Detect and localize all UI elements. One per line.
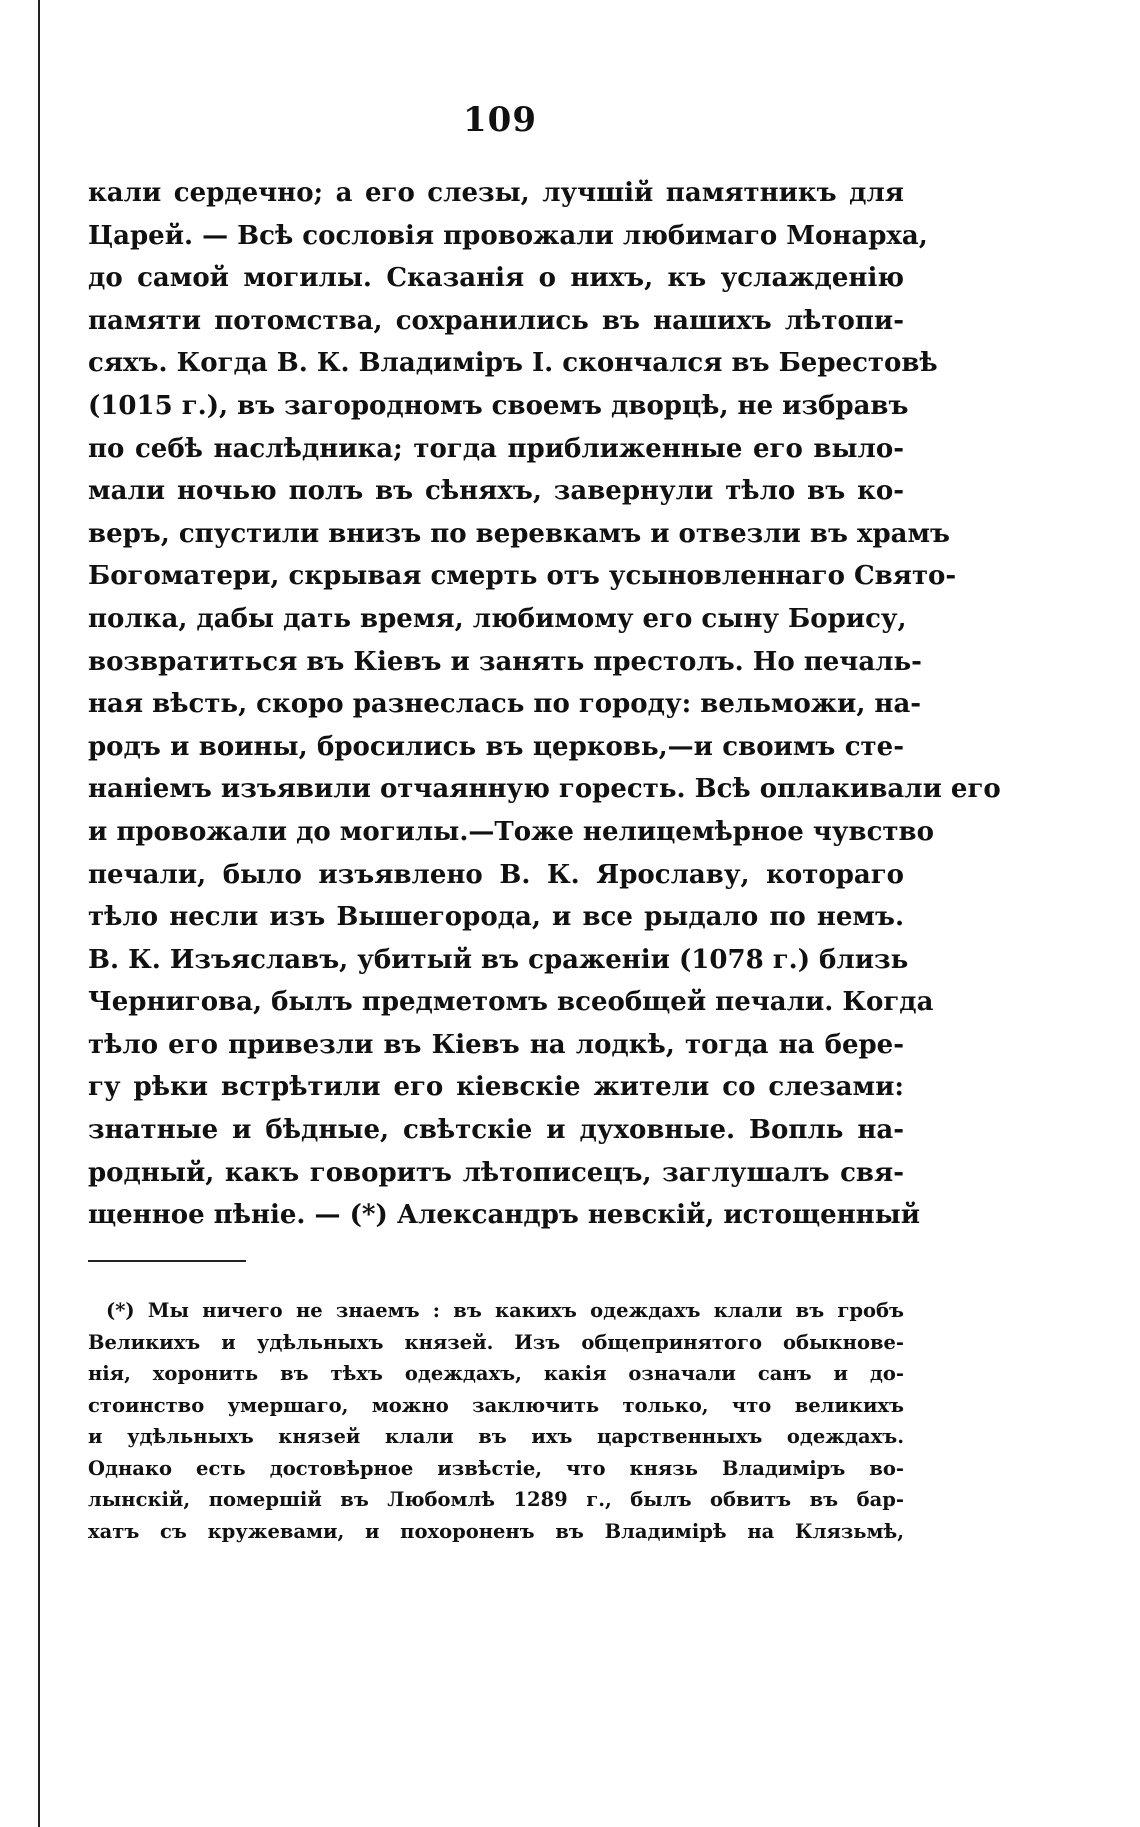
text-line: тѣло несли изъ Вышегорода, и все рыдало по немъ. (88, 902, 904, 933)
text-line: сяхъ. Когда В. К. Владиміръ I. скончался въ Берестовѣ (88, 348, 938, 379)
text-line: по себѣ наслѣдника; тогда приближенные его выло- (88, 433, 904, 464)
text-line: Богоматери, скрывая смерть отъ усыновленнаго Свято- (88, 561, 957, 592)
text-line: кали сердечно; а его слезы, лучшій памятникъ для (88, 178, 904, 208)
text-line: возвратиться въ Кіевъ и занять престолъ. Но печаль- (88, 646, 922, 677)
text-line: (1015 г.), въ загородномъ своемъ дворцѣ, не избравъ (88, 390, 909, 421)
page-edge-line (38, 0, 40, 1827)
text-line: щенное пѣніе. — (*) Александръ невскій, истощенный (88, 1200, 921, 1231)
footnote-line: стоинство умершаго, можно заключить только, что великихъ (88, 1393, 904, 1417)
text-line: печали, было изъявлено В. К. Ярославу, котораго (88, 859, 904, 890)
text-line: родъ и воины, бросились въ церковь,—и своимъ сте- (88, 731, 904, 762)
footnote-line: Однако есть достовѣрное извѣстіе, что князь Владиміръ во- (88, 1456, 904, 1480)
footnote-line: лынскій, помершій въ Любомлѣ 1289 г., былъ обвитъ въ бар- (88, 1488, 904, 1511)
footnote-line: (*) Мы ничего не знаемъ : въ какихъ одеждахъ клали въ гробъ (106, 1299, 904, 1322)
footnote-divider (88, 1260, 246, 1262)
text-line: веръ, спустили внизъ по веревкамъ и отвезли въ храмъ (88, 518, 950, 549)
text-line: памяти потомства, сохранились въ нашихъ лѣтопи- (88, 305, 904, 336)
text-line: В. К. Изъяславъ, убитый въ сраженіи (1078 г.) близь (88, 944, 909, 975)
footnote-line: нія, хоронить въ тѣхъ одеждахъ, какія означали санъ и до- (88, 1362, 904, 1385)
text-line: ная вѣсть, скоро разнеслась по городу: вельможи, на- (88, 689, 922, 720)
text-line: наніемъ изъявили отчаянную горесть. Всѣ оплакивали его (88, 774, 1001, 805)
footnote-line: хатъ съ кружевами, и похороненъ въ Владимірѣ на Клязьмѣ, (88, 1519, 904, 1543)
page-number: 109 (463, 100, 537, 140)
text-line: Царей. — Всѣ сословія провожали любимаго Монарха, (88, 220, 928, 251)
main-text (88, 172, 1001, 1237)
text-line: знатные и бѣдные, свѣтскіе и духовные. Вопль на- (88, 1115, 904, 1146)
text-line: тѣло его привезли въ Кіевъ на лодкѣ, тогда на бере- (88, 1029, 904, 1060)
text-line: гу рѣки встрѣтили его кіевскіе жители со слезами: (88, 1072, 904, 1103)
footnote-line: Великихъ и удѣльныхъ князей. Изъ общепринятого обыкнове- (88, 1330, 904, 1354)
text-line: и провожали до могилы.—Тоже нелицемѣрное чувство (88, 816, 934, 847)
footnote-line: и удѣльныхъ князей клали въ ихъ царственныхъ одеждахъ. (88, 1425, 904, 1448)
text-line: до самой могилы. Сказанія о нихъ, къ услажденію (88, 263, 904, 294)
text-line: мали ночью полъ въ сѣняхъ, завернули тѣло въ ко- (88, 476, 904, 507)
text-line: родный, какъ говоритъ лѣтописецъ, заглушалъ свя- (88, 1157, 904, 1188)
footnote (88, 1295, 904, 1547)
text-line: Чернигова, былъ предметомъ всеобщей печали. Когда (88, 987, 934, 1018)
text-line: полка, дабы дать время, любимому его сыну Борису, (88, 603, 907, 634)
